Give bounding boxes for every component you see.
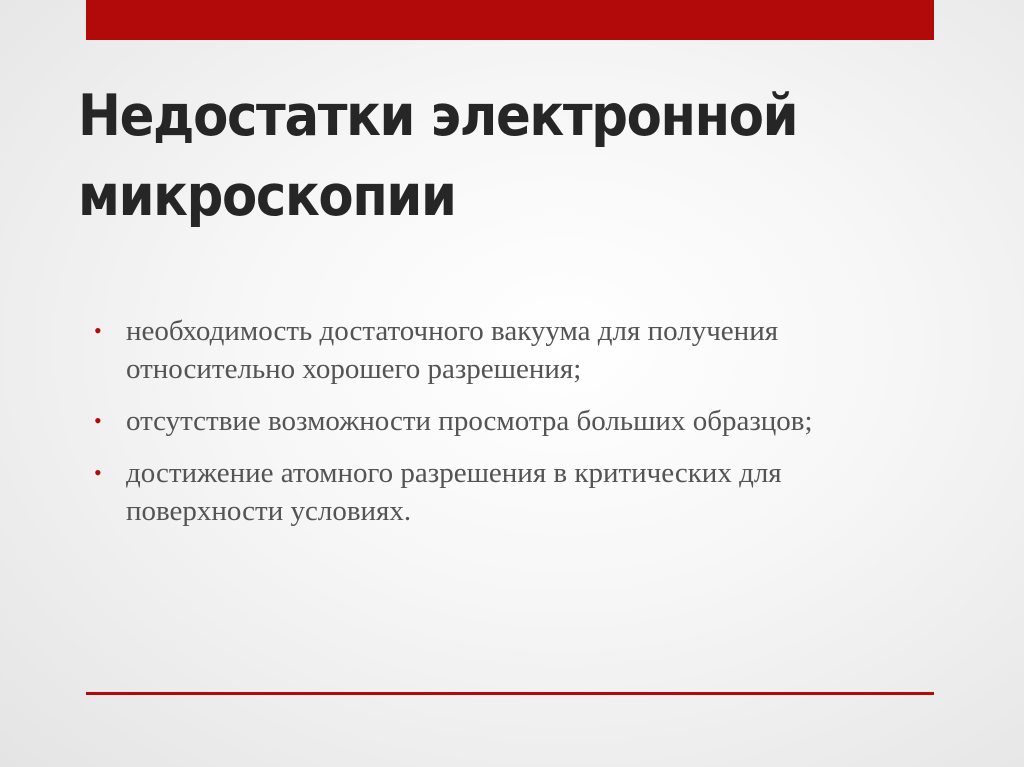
bullet-icon: •	[94, 318, 102, 343]
bullet-list	[94, 312, 924, 544]
top-accent-bar	[86, 0, 934, 40]
list-item	[94, 454, 924, 530]
bottom-divider	[86, 692, 934, 695]
list-item	[94, 402, 924, 440]
list-item	[94, 312, 924, 388]
bullet-text: отсутствие возможности просмотра больших образцов;	[126, 405, 813, 437]
bullet-icon: •	[94, 408, 102, 433]
bullet-icon: •	[94, 460, 102, 485]
slide-title: Недостатки электронной микроскопии	[78, 83, 798, 229]
bullet-text: достижение атомного разрешения в критических для поверхности условиях.	[126, 457, 782, 527]
bullet-text: необходимость достаточного вакуума для получения относительно хорошего разрешения;	[126, 315, 779, 385]
